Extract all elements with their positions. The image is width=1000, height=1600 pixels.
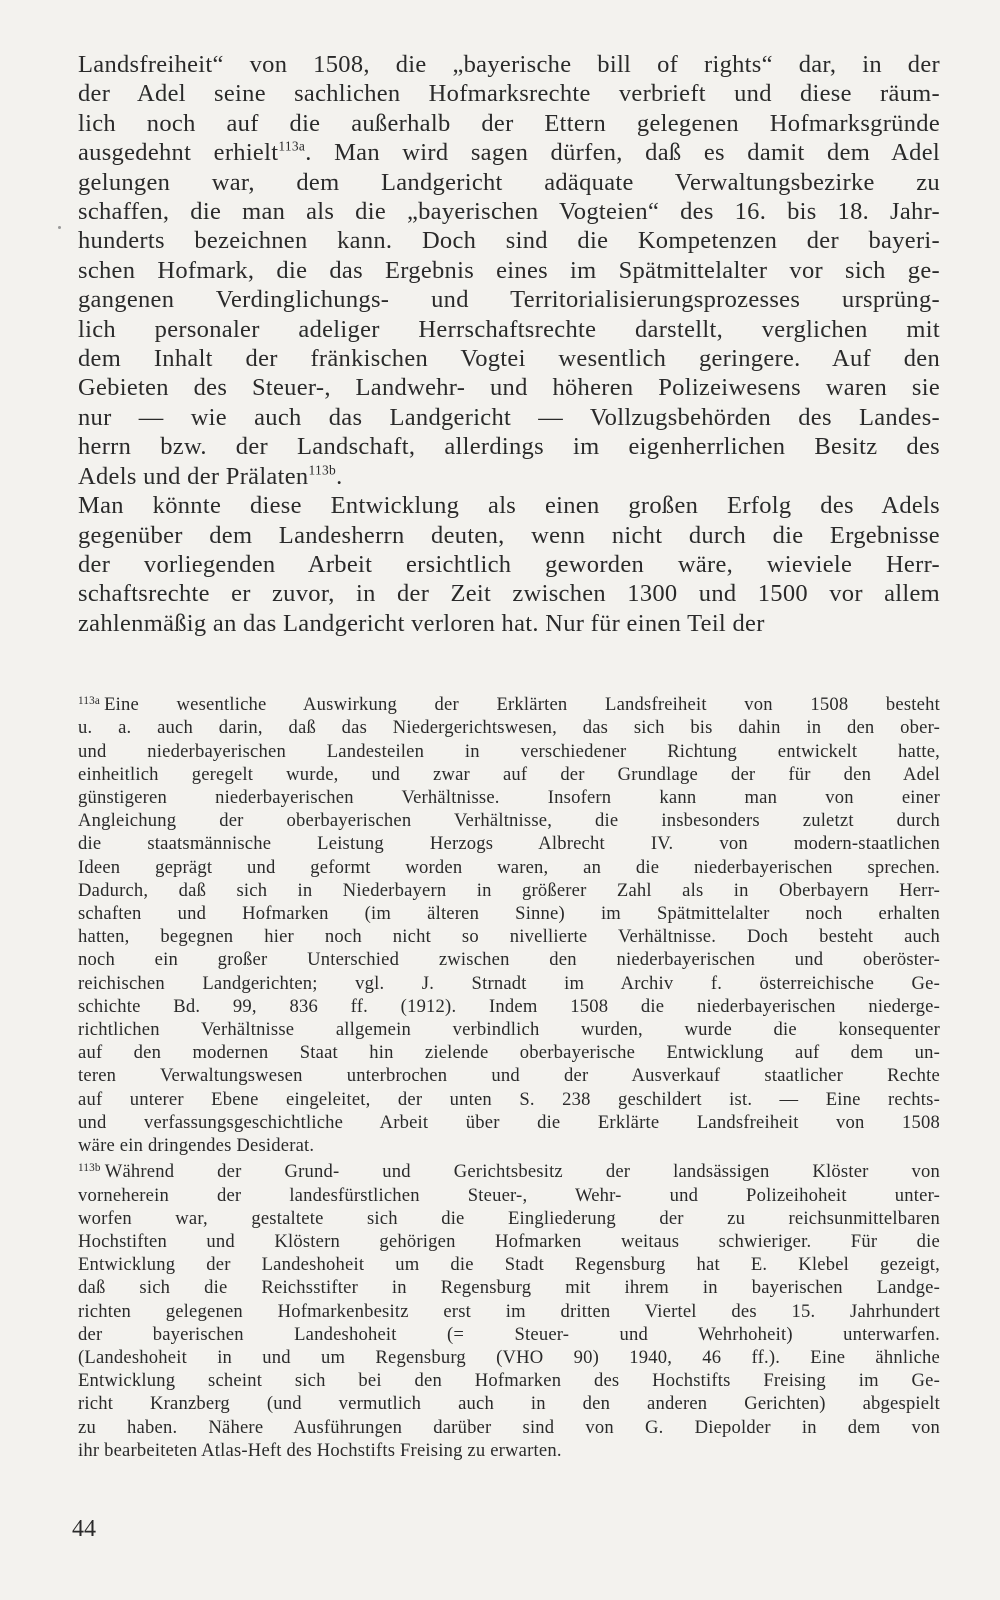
text-line: schaftsrechte er zuvor, in der Zeit zwischen 1300 und 1500 vor allem xyxy=(78,580,940,608)
footnote-line: vorneherein der landesfürstlichen Steuer-, Wehr- und Polizeihoheit unter- xyxy=(78,1184,940,1206)
footnote-line: auf unterer Ebene eingeleitet, der unten S. 238 geschildert ist. — Eine rechts- xyxy=(78,1088,940,1110)
text-line: der vorliegenden Arbeit ersichtlich geworden wäre, wieviele Herr- xyxy=(78,550,940,578)
text-line: Landsfreiheit“ von 1508, die „bayerische bill of rights“ dar, in der xyxy=(78,51,940,78)
text-line: Gebieten des Steuer-, Landwehr- und höheren Polizeiwesens waren sie xyxy=(78,374,940,402)
text-line: herrn bzw. der Landschaft, allerdings im eigenherrlichen Besitz des xyxy=(78,433,940,461)
footnote-line: und niederbayerischen Landesteilen in verschiedener Richtung entwickelt hatte, xyxy=(78,740,940,762)
footnote-line: wäre ein dringendes Desiderat. xyxy=(78,1134,315,1156)
footnote-line: hatten, begegnen hier noch nicht so nivellierte Verhältnisse. Doch besteht auch xyxy=(78,926,940,948)
text-line: ausgedehnt erhielt$^{113a}$. Man wird sagen dürfen, daß es damit dem Adel xyxy=(78,138,940,167)
footnote-line: einheitlich geregelt wurde, und zwar auf der Grundlage der für den Adel xyxy=(78,763,940,785)
footnote-line: zu haben. Nähere Ausführungen darüber sind von G. Diepolder in dem von xyxy=(78,1416,940,1438)
footnote-line: (Landeshoheit in und um Regensburg (VHO 90) 1940, 46 ff.). Eine ähnliche xyxy=(78,1346,940,1368)
footnote-line: und verfassungsgeschichtliche Arbeit über die Erklärte Landsfreiheit von 1508 xyxy=(78,1111,940,1133)
footnote-line: Angleichung der oberbayerischen Verhältnisse, die insbesonders zuletzt durch xyxy=(78,810,940,832)
text-line: Adels und der Prälaten$^{113b}$. xyxy=(78,462,343,490)
footnote-line: daß sich die Reichsstifter in Regensburg mit ihrem in bayerischen Landge- xyxy=(78,1277,940,1299)
footnote-line: die staatsmännische Leistung Herzogs Albrecht IV. von modern-staatlichen xyxy=(78,833,940,855)
footnote-line: worfen war, gestaltete sich die Eingliederung der zu reichsunmittelbaren xyxy=(78,1207,940,1229)
footnote-line: Ideen geprägt und geformt worden waren, an die niederbayerischen sprechen. xyxy=(78,856,940,878)
footnote-line: noch ein großer Unterschied zwischen den niederbayerischen und oberöster- xyxy=(78,949,940,971)
footnote-line: $^{113b}$ Während der Grund- und Gerichtsbesitz der landsässigen Klöster von xyxy=(78,1161,940,1183)
text-line: schaffen, die man als die „bayerischen Vogteien“ des 16. bis 18. Jahr- xyxy=(78,198,940,226)
footnote-marker: 113a xyxy=(78,695,101,707)
footnote-line: ihr bearbeiteten Atlas-Heft des Hochstifts Freising zu erwarten. xyxy=(78,1439,562,1461)
footnote-line: Entwicklung der Landeshoheit um die Stadt Regensburg hat E. Klebel gezeigt, xyxy=(78,1254,940,1276)
text-line: lich noch auf die außerhalb der Ettern gelegenen Hofmarksgründe xyxy=(78,109,940,137)
text-line: nur — wie auch das Landgericht — Vollzugsbehörden des Landes- xyxy=(78,403,940,431)
footnote-line: richten gelegenen Hofmarkenbesitz erst im dritten Viertel des 15. Jahrhundert xyxy=(78,1300,940,1322)
text-line: lich personaler adeliger Herrschaftsrechte darstellt, verglichen mit xyxy=(78,315,940,343)
footnote-line: richt Kranzberg (und vermutlich auch in den anderen Gerichten) abgespielt xyxy=(78,1393,940,1415)
main-text-block xyxy=(78,50,940,638)
footnotes xyxy=(78,690,940,1462)
footnote-line: Hochstiften und Klöstern gehörigen Hofmarken weitaus schwieriger. Für die xyxy=(78,1230,940,1252)
footnote-reference: 113b xyxy=(308,462,337,478)
footnote-marker: 113b xyxy=(78,1162,101,1175)
footnote-line: $^{113a}$ Eine wesentliche Auswirkung der Erklärten Landsfreiheit von 1508 besteht xyxy=(78,694,940,716)
footnote-line: reichischen Landgerichten; vgl. J. Strnadt im Archiv f. österreichische Ge- xyxy=(78,972,940,994)
footnote-113a xyxy=(78,690,940,1157)
text-line: hunderts bezeichnen kann. Doch sind die Kompetenzen der bayeri- xyxy=(78,227,940,255)
footnote-line: auf den modernen Staat hin zielende oberbayerische Entwicklung auf dem un- xyxy=(78,1042,940,1064)
footnote-113b xyxy=(78,1157,940,1462)
footnote-line: teren Verwaltungswesen unterbrochen und der Ausverkauf staatlicher Rechte xyxy=(78,1065,940,1087)
footnote-line: u. a. auch darin, daß das Niedergerichtswesen, das sich bis dahin in den ober- xyxy=(78,717,940,739)
footnote-line: der bayerischen Landeshoheit (= Steuer- und Wehrhoheit) unterwarfen. xyxy=(78,1323,940,1345)
text-line: dem Inhalt der fränkischen Vogtei wesentlich geringere. Auf den xyxy=(78,345,940,373)
text-line: gegenüber dem Landesherrn deuten, wenn nicht durch die Ergebnisse xyxy=(78,521,940,549)
text-line: gelungen war, dem Landgericht adäquate Verwaltungsbezirke zu xyxy=(78,168,940,196)
text-line: zahlenmäßig an das Landgericht verloren hat. Nur für einen Teil der xyxy=(78,609,765,637)
text-line: Man könnte diese Entwicklung als einen großen Erfolg des Adels xyxy=(78,492,940,520)
footnote-line: Entwicklung scheint sich bei den Hofmarken des Hochstifts Freising im Ge- xyxy=(78,1370,940,1392)
footnote-line: richtlichen Verhältnisse allgemein verbindlich wurden, wurde die konsequenter xyxy=(78,1018,940,1040)
footnote-line: Dadurch, daß sich in Niederbayern in größerer Zahl als in Oberbayern Herr- xyxy=(78,879,940,901)
text-line: schen Hofmark, die das Ergebnis eines im Spätmittelalter vor sich ge- xyxy=(78,256,940,284)
body-paragraphs xyxy=(78,50,940,638)
footnote-reference: 113a xyxy=(278,138,306,154)
text-line: gangenen Verdinglichungs- und Territorialisierungsprozesses ursprüng- xyxy=(78,286,940,314)
page-number: 44 xyxy=(72,1516,96,1542)
footnote-line: schaften und Hofmarken (im älteren Sinne) im Spätmittelalter noch erhalten xyxy=(78,902,940,924)
footnote-line: schichte Bd. 99, 836 ff. (1912). Indem 1508 die niederbayerischen niederge- xyxy=(78,995,940,1017)
text-line: der Adel seine sachlichen Hofmarksrechte verbrieft und diese räum- xyxy=(78,80,940,108)
footnote-line: günstigeren niederbayerischen Verhältnisse. Insofern kann man von einer xyxy=(78,786,940,808)
margin-mark xyxy=(58,226,61,229)
